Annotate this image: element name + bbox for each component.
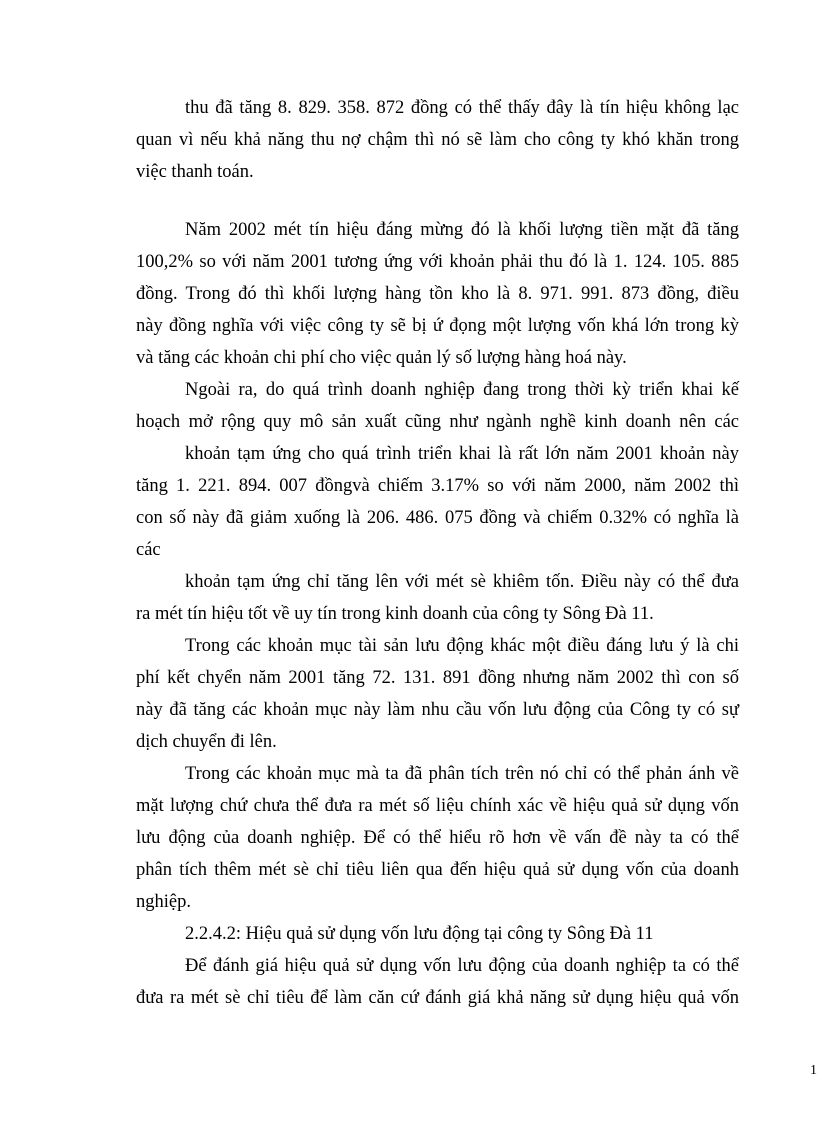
text-line: dịch chuyển đi lên. [136, 732, 277, 752]
text-line: nghiệp. [136, 892, 191, 912]
text-line: phí kết chyển năm 2001 tăng 72. 131. 891 đồng nhưng năm 2002 thì con số [136, 668, 739, 688]
text-line: thu đã tăng 8. 829. 358. 872 đồng có thể thấy đây là tín hiệu không lạc [185, 98, 739, 118]
text-line: 100,2% so với năm 2001 tương ứng với khoản phải thu đó là 1. 124. 105. 885 [136, 252, 739, 272]
text-line: Trong các khoản mục tài sản lưu động khác một điều đáng lưu ý là chi [185, 636, 739, 656]
text-line: mặt lượng chứ chưa thể đưa ra mét số liệu chính xác về hiệu quả sử dụng vốn [136, 796, 739, 816]
text-line: này đã tăng các khoản mục này làm nhu cầu vốn lưu động của Công ty có sự [136, 700, 739, 720]
text-line: này đồng nghĩa với việc công ty sẽ bị ứ đọng một lượng vốn khá lớn trong kỳ [136, 316, 739, 336]
text-line: ra mét tín hiệu tốt về uy tín trong kinh doanh của công ty Sông Đà 11. [136, 604, 654, 624]
text-line: các [136, 540, 161, 560]
text-line: đưa ra mét sè chỉ tiêu để làm căn cứ đánh giá khả năng sử dụng hiệu quả vốn [136, 988, 739, 1008]
text-line: tăng 1. 221. 894. 007 đồngvà chiếm 3.17% so với năm 2000, năm 2002 thì [136, 476, 739, 496]
text-line: và tăng các khoản chi phí cho việc quản lý số lượng hàng hoá này. [136, 348, 627, 368]
text-line: khoản tạm ứng chỉ tăng lên với mét sè khiêm tốn. Điều này có thể đưa [185, 572, 739, 592]
text-line: lưu động của doanh nghiệp. Để có thể hiểu rõ hơn về vấn đề này ta có thể [136, 828, 739, 848]
text-line: đồng. Trong đó thì khối lượng hàng tồn kho là 8. 971. 991. 873 đồng, điều [136, 284, 739, 304]
text-line: hoạch mở rộng quy mô sản xuất cũng như ngành nghề kinh doanh nên các [136, 412, 739, 432]
text-line: Trong các khoản mục mà ta đã phân tích trên nó chỉ có thể phản ánh về [185, 764, 739, 784]
text-line: việc thanh toán. [136, 162, 254, 182]
section-heading: 2.2.4.2: Hiệu quả sử dụng vốn lưu động tại công ty Sông Đà 11 [185, 924, 654, 944]
text-line: quan vì nếu khả năng thu nợ chậm thì nó sẽ làm cho công ty khó khăn trong [136, 130, 739, 150]
text-line: khoản tạm ứng cho quá trình triển khai là rất lớn năm 2001 khoản này [185, 444, 739, 464]
text-line: Để đánh giá hiệu quả sử dụng vốn lưu động của doanh nghiệp ta có thể [185, 956, 739, 976]
text-line: phân tích thêm mét sè chỉ tiêu liên qua đến hiệu quả sử dụng vốn của doanh [136, 860, 739, 880]
page-number: 1 [810, 1063, 817, 1078]
text-line: Năm 2002 mét tín hiệu đáng mừng đó là khối lượng tiền mặt đã tăng [185, 220, 739, 240]
text-line: Ngoài ra, do quá trình doanh nghiệp đang trong thời kỳ triển khai kế [185, 380, 739, 400]
text-line: con số này đã giảm xuống là 206. 486. 075 đồng và chiếm 0.32% có nghĩa là [136, 508, 739, 528]
